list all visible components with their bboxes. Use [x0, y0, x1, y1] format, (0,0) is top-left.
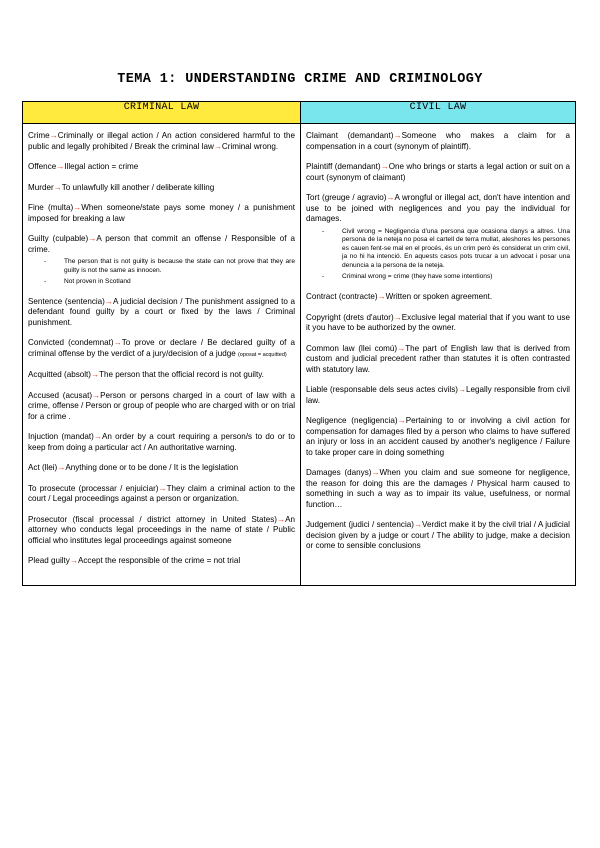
entry-term: Offence: [28, 162, 57, 171]
glossary-entry: [306, 313, 570, 334]
glossary-entry: [28, 391, 295, 423]
entry-definition: A wrongful or illegal act, don't have intention and use to be joined with negligences and you pay the individual for damages.: [306, 193, 570, 223]
entry-definition: Person or persons charged in a court of law with a crime, offense / Person or group of people who are charged with or on trial for a crime .: [28, 390, 295, 421]
entry-term: Tort (greuge / agravio): [306, 193, 387, 202]
entry-notes-list: [306, 228, 570, 283]
arrow-icon: →: [397, 343, 406, 353]
entry-term: Acquitted (absolt): [28, 370, 91, 380]
arrow-icon: →: [457, 385, 467, 395]
glossary-entry: [28, 556, 295, 567]
glossary-entry: [28, 484, 295, 505]
arrow-icon: →: [377, 292, 386, 302]
entry-term: Plead guilty: [28, 556, 70, 566]
arrow-icon: →: [413, 520, 423, 530]
entry-term: Act (llei): [28, 463, 58, 473]
entry-term: Prosecutor (fiscal processal / district attorney in United States): [28, 514, 277, 524]
criminal-law-column: [23, 124, 301, 586]
entry-definition: Accept the responsible of the crime = not trial: [77, 556, 241, 566]
entry-term: Common law (llei comú): [306, 343, 398, 353]
entry-definition: Criminally or illegal action / An action considered harmful to the public and legally prohibited / Break the criminal law: [28, 131, 295, 151]
arrow-icon: →: [393, 131, 402, 140]
entry-notes-list: [28, 258, 295, 287]
arrow-icon: →: [56, 162, 65, 171]
entry-definition: Anything done or to be done / It is the legislation: [65, 463, 239, 473]
entry-note-item: - The person that is not guilty is because the state can not prove that they are guilty is not the same as innocen.: [42, 258, 295, 275]
arrow-icon: →: [57, 463, 66, 473]
entry-note-item: - Criminal wrong = crime (they have some intentions): [320, 273, 570, 282]
arrow-icon: →: [397, 416, 406, 426]
glossary-entry: [28, 515, 295, 547]
entry-term: Damages (danys): [306, 468, 372, 478]
entry-definition: To prove or declare / Be declared guilty of a criminal offense by the verdict of a jury/decision of a judge: [28, 338, 295, 358]
entry-term: Convicted (condemnat): [28, 338, 114, 348]
arrow-icon: →: [49, 131, 58, 140]
entry-definition: Pertaining to or involving a civil action for compensation for damages filed by a person who claims to have suffered an injury or loss in an accident caused by another's negligence / Failure to take proper care in doing something: [306, 416, 570, 457]
entry-definition: Exclusive legal material that if you want to use it you have to be authorized by the owner.: [306, 312, 570, 333]
entry-note-item: - Not proven in Scotland: [42, 278, 295, 287]
civil-law-column: [301, 124, 576, 586]
entry-term: Guilty (culpable): [28, 234, 89, 243]
entry-term: Claimant (demandant): [306, 131, 394, 140]
glossary-entry: [28, 131, 295, 152]
glossary-entry: [28, 203, 295, 224]
glossary-entry: [306, 468, 570, 510]
glossary-entry: [306, 131, 570, 152]
arrow-icon: →: [277, 514, 286, 524]
entry-term: Fine (multa): [28, 203, 74, 212]
glossary-entry: [306, 193, 570, 282]
entry-definition-extra: Criminal wrong.: [221, 141, 279, 151]
entry-definition: A judicial decision / The punishment assigned to a defendant found guilty by a court or fixed by the laws / Criminal punishment.: [28, 296, 295, 327]
entry-definition: Legally responsible from civil law.: [306, 385, 570, 405]
entry-definition: The person that the official record is not guilty.: [99, 370, 264, 380]
arrow-icon: →: [371, 468, 380, 478]
civil-law-header: CIVIL LAW: [301, 102, 576, 124]
entry-definition: An attorney who conducts legal proceedings in the name of state / Public official who institutes legal proceedings against someone: [28, 514, 295, 545]
entry-definition: They claim a criminal action to the court / Legal proceedings against a person or organization.: [28, 483, 296, 504]
glossary-entry: [28, 338, 295, 360]
page-title: TEMA 1: UNDERSTANDING CRIME AND CRIMINOLOGY: [117, 72, 483, 87]
glossary-entry: [306, 385, 570, 406]
entry-definition: To unlawfully kill another / deliberate killing: [61, 182, 215, 192]
entry-note-item: - Civil wrong = Negligencia d'una persona que ocasiona danys a altres. Una persona de la neteja no posa el cartell de terra mullat, aleshores les persones es cauen fent-se mal en el procés, és un crim però és considerat un crim civil, ja no hi ha intenció. En aquests casos pots trucar a un advocat i posar una denuncia a la persona de la neteja.: [320, 228, 570, 271]
entry-term: Copyright (drets d'autor): [306, 312, 394, 322]
arrow-icon: →: [69, 556, 78, 566]
arrow-icon: →: [92, 390, 101, 400]
glossary-entry: [28, 463, 295, 474]
arrow-icon: →: [93, 432, 102, 442]
glossary-entry: [28, 370, 295, 381]
glossary-entry: [306, 162, 570, 183]
arrow-icon: →: [90, 370, 100, 380]
law-glossary-table: [22, 101, 576, 586]
glossary-entry: [306, 344, 570, 376]
entry-definition: Someone who makes a claim for a compensation in a court (synonym of plaintiff).: [306, 131, 571, 151]
arrow-icon: →: [213, 141, 222, 151]
entry-definition: Verdict make it by the civil trial / A judicial decision given by a judge or court / The ability to judge, make a decision or come to sensible conclusions: [306, 520, 570, 551]
entry-definition: A person that commit an offense / Responsible of a crime.: [28, 234, 296, 254]
arrow-icon: →: [158, 483, 167, 493]
criminal-law-header: CRIMINAL LAW: [23, 102, 301, 124]
arrow-icon: →: [73, 203, 82, 212]
glossary-entry: [306, 416, 570, 458]
glossary-entry: [306, 292, 570, 303]
entry-definition: An order by a court requiring a person/s to do or to keep from doing a particular act / An authoritative warning.: [28, 432, 295, 452]
entry-term: Negligence (negligencia): [306, 416, 398, 426]
arrow-icon: →: [88, 234, 97, 243]
arrow-icon: →: [113, 338, 122, 348]
entry-term: Liable (responsable dels seus actes civils): [306, 385, 458, 395]
arrow-icon: →: [380, 162, 389, 171]
arrow-icon: →: [386, 193, 395, 202]
entry-term: Murder: [28, 182, 54, 192]
entry-definition: Illegal action = crime: [64, 162, 139, 171]
entry-definition: One who brings or starts a legal action or suit on a court (synonym of claimant): [306, 162, 570, 182]
entry-definition: When someone/state pays some money / a punishment imposed for breaking a law: [28, 203, 295, 223]
entry-term: Sentence (sentencia): [28, 296, 105, 306]
entry-term: Plaintiff (demandant): [306, 162, 381, 171]
entry-term: Accused (acusat): [28, 390, 93, 400]
entry-term: Injuction (mandat): [28, 432, 94, 442]
entry-definition: The part of English law that is derived from custom and judicial precedent rather than statutes it is often contrasted with statutory law.: [306, 343, 570, 374]
glossary-entry: [28, 297, 295, 329]
entry-term: Judgement (judici / sentencia): [306, 520, 414, 530]
entry-definition: Written or spoken agreement.: [385, 292, 493, 302]
glossary-entry: [28, 234, 295, 287]
arrow-icon: →: [53, 182, 62, 192]
glossary-entry: [28, 162, 295, 173]
arrow-icon: →: [393, 312, 402, 322]
entry-term: Contract (contracte): [306, 292, 378, 302]
entry-definition: When you claim and sue someone for negligence, the reason for doing this are the damages / Physical harm caused to something in such a way as to impair its value, usefulness, or normal function…: [306, 468, 570, 509]
arrow-icon: →: [104, 296, 113, 306]
glossary-entry: [28, 432, 295, 453]
entry-note: (oposat = acquitted): [237, 351, 287, 358]
entry-term: To prosecute (processar / enjuiciar): [28, 483, 159, 493]
entry-term: Crime: [28, 131, 50, 140]
glossary-entry: [306, 520, 570, 552]
glossary-entry: [28, 183, 295, 194]
